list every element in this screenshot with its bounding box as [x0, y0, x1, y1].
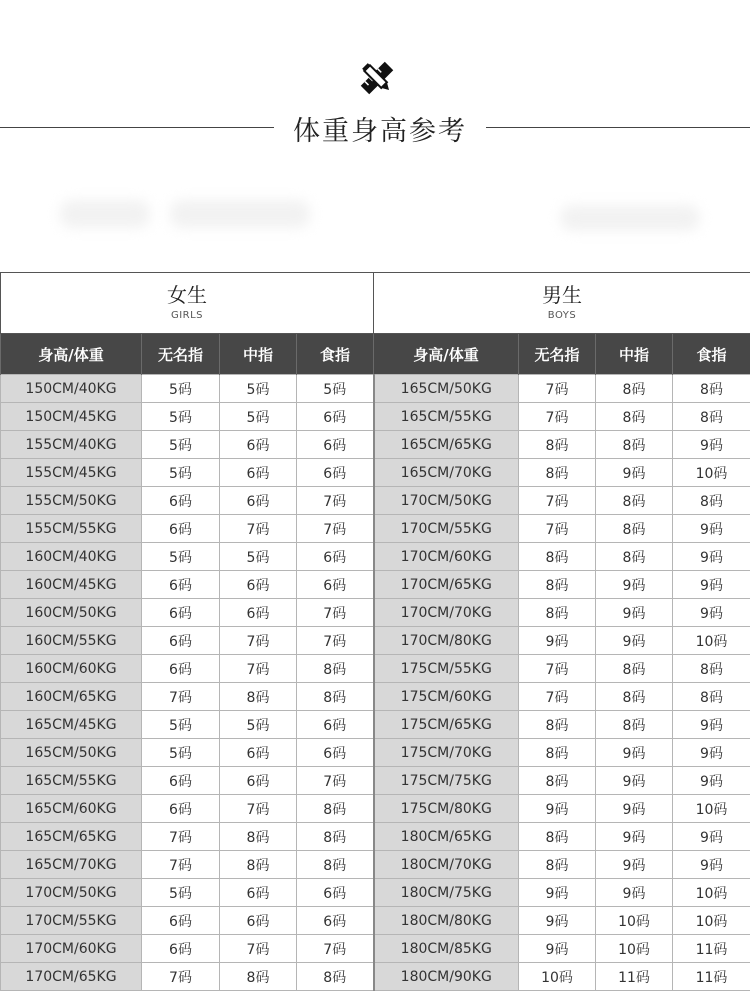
column-header: 食指	[673, 334, 750, 375]
column-header: 无名指	[142, 334, 220, 375]
boys-index-finger-cell: 9码	[673, 599, 750, 627]
boys-height-weight-cell: 175CM/55KG	[374, 655, 519, 683]
girls-index-finger-cell: 7码	[297, 767, 374, 795]
girls-middle-finger-cell: 5码	[220, 375, 297, 403]
boys-middle-finger-cell: 8码	[596, 683, 673, 711]
boys-middle-finger-cell: 9码	[596, 823, 673, 851]
boys-middle-finger-cell: 9码	[596, 739, 673, 767]
girls-ring-finger-cell: 7码	[142, 823, 220, 851]
girls-ring-finger-cell: 6码	[142, 907, 220, 935]
table-row	[1, 515, 750, 543]
boys-index-finger-cell: 10码	[673, 795, 750, 823]
boys-index-finger-cell: 9码	[673, 543, 750, 571]
girls-middle-finger-cell: 7码	[220, 935, 297, 963]
girls-middle-finger-cell: 6码	[220, 907, 297, 935]
table-row	[1, 403, 750, 431]
boys-ring-finger-cell: 8码	[519, 823, 596, 851]
pencil-ruler-icon	[357, 58, 397, 98]
girls-subtitle: GIRLS	[170, 310, 204, 321]
girls-middle-finger-cell: 8码	[220, 683, 297, 711]
girls-height-weight-cell: 160CM/45KG	[1, 571, 142, 599]
boys-ring-finger-cell: 8码	[519, 543, 596, 571]
girls-height-weight-cell: 160CM/65KG	[1, 683, 142, 711]
blurred-banner	[560, 205, 700, 231]
boys-middle-finger-cell: 9码	[596, 627, 673, 655]
girls-index-finger-cell: 7码	[297, 627, 374, 655]
girls-index-finger-cell: 8码	[297, 851, 374, 879]
boys-height-weight-cell: 180CM/85KG	[374, 935, 519, 963]
column-header: 中指	[220, 334, 297, 375]
girls-ring-finger-cell: 6码	[142, 795, 220, 823]
girls-height-weight-cell: 155CM/40KG	[1, 431, 142, 459]
girls-middle-finger-cell: 6码	[220, 599, 297, 627]
girls-index-finger-cell: 6码	[297, 571, 374, 599]
girls-ring-finger-cell: 5码	[142, 375, 220, 403]
girls-index-finger-cell: 5码	[297, 375, 374, 403]
girls-height-weight-cell: 160CM/55KG	[1, 627, 142, 655]
table-row	[1, 459, 750, 487]
table-row	[1, 627, 750, 655]
boys-height-weight-cell: 165CM/70KG	[374, 459, 519, 487]
girls-ring-finger-cell: 6码	[142, 515, 220, 543]
boys-index-finger-cell: 9码	[673, 851, 750, 879]
boys-index-finger-cell: 9码	[673, 515, 750, 543]
boys-index-finger-cell: 9码	[673, 711, 750, 739]
girls-ring-finger-cell: 7码	[142, 851, 220, 879]
boys-ring-finger-cell: 7码	[519, 515, 596, 543]
girls-ring-finger-cell: 5码	[142, 459, 220, 487]
size-table	[0, 272, 750, 991]
boys-height-weight-cell: 180CM/80KG	[374, 907, 519, 935]
boys-height-weight-cell: 180CM/70KG	[374, 851, 519, 879]
boys-ring-finger-cell: 8码	[519, 459, 596, 487]
girls-index-finger-cell: 6码	[297, 543, 374, 571]
girls-height-weight-cell: 150CM/40KG	[1, 375, 142, 403]
girls-middle-finger-cell: 6码	[220, 767, 297, 795]
boys-middle-finger-cell: 9码	[596, 879, 673, 907]
column-header: 中指	[596, 334, 673, 375]
boys-middle-finger-cell: 8码	[596, 375, 673, 403]
boys-height-weight-cell: 170CM/50KG	[374, 487, 519, 515]
girls-height-weight-cell: 170CM/60KG	[1, 935, 142, 963]
girls-index-finger-cell: 8码	[297, 795, 374, 823]
boys-height-weight-cell: 170CM/80KG	[374, 627, 519, 655]
boys-index-finger-cell: 9码	[673, 823, 750, 851]
girls-middle-finger-cell: 6码	[220, 459, 297, 487]
table-row	[1, 907, 750, 935]
boys-middle-finger-cell: 9码	[596, 571, 673, 599]
girls-height-weight-cell: 165CM/60KG	[1, 795, 142, 823]
girls-index-finger-cell: 8码	[297, 683, 374, 711]
girls-middle-finger-cell: 8码	[220, 851, 297, 879]
boys-middle-finger-cell: 9码	[596, 599, 673, 627]
boys-ring-finger-cell: 7码	[519, 375, 596, 403]
girls-height-weight-cell: 155CM/45KG	[1, 459, 142, 487]
girls-index-finger-cell: 6码	[297, 403, 374, 431]
boys-ring-finger-cell: 7码	[519, 683, 596, 711]
boys-title: 男生	[542, 283, 582, 307]
boys-middle-finger-cell: 8码	[596, 403, 673, 431]
boys-middle-finger-cell: 8码	[596, 487, 673, 515]
girls-index-finger-cell: 7码	[297, 599, 374, 627]
boys-height-weight-cell: 165CM/55KG	[374, 403, 519, 431]
table-row	[1, 851, 750, 879]
boys-middle-finger-cell: 9码	[596, 851, 673, 879]
girls-ring-finger-cell: 5码	[142, 879, 220, 907]
girls-ring-finger-cell: 6码	[142, 767, 220, 795]
boys-ring-finger-cell: 8码	[519, 431, 596, 459]
girls-ring-finger-cell: 7码	[142, 683, 220, 711]
boys-index-finger-cell: 11码	[673, 935, 750, 963]
table-row	[1, 823, 750, 851]
boys-height-weight-cell: 170CM/60KG	[374, 543, 519, 571]
girls-middle-finger-cell: 7码	[220, 655, 297, 683]
boys-ring-finger-cell: 7码	[519, 403, 596, 431]
table-row	[1, 879, 750, 907]
girls-middle-finger-cell: 7码	[220, 627, 297, 655]
boys-ring-finger-cell: 9码	[519, 879, 596, 907]
girls-middle-finger-cell: 8码	[220, 963, 297, 991]
boys-height-weight-cell: 175CM/80KG	[374, 795, 519, 823]
blurred-banner	[170, 200, 310, 228]
girls-middle-finger-cell: 6码	[220, 879, 297, 907]
boys-index-finger-cell: 10码	[673, 459, 750, 487]
girls-ring-finger-cell: 6码	[142, 655, 220, 683]
girls-middle-finger-cell: 7码	[220, 795, 297, 823]
girls-middle-finger-cell: 7码	[220, 515, 297, 543]
boys-index-finger-cell: 10码	[673, 907, 750, 935]
girls-height-weight-cell: 160CM/40KG	[1, 543, 142, 571]
table-row	[1, 599, 750, 627]
girls-index-finger-cell: 7码	[297, 487, 374, 515]
girls-index-finger-cell: 7码	[297, 515, 374, 543]
boys-middle-finger-cell: 10码	[596, 935, 673, 963]
table-row	[1, 683, 750, 711]
column-header: 无名指	[519, 334, 596, 375]
girls-ring-finger-cell: 7码	[142, 963, 220, 991]
boys-height-weight-cell: 175CM/65KG	[374, 711, 519, 739]
table-row	[1, 543, 750, 571]
boys-index-finger-cell: 9码	[673, 767, 750, 795]
girls-index-finger-cell: 6码	[297, 739, 374, 767]
boys-index-finger-cell: 8码	[673, 655, 750, 683]
boys-middle-finger-cell: 10码	[596, 907, 673, 935]
boys-ring-finger-cell: 9码	[519, 627, 596, 655]
boys-subtitle: BOYS	[547, 310, 577, 321]
girls-height-weight-cell: 165CM/70KG	[1, 851, 142, 879]
boys-ring-finger-cell: 8码	[519, 739, 596, 767]
boys-header	[374, 273, 750, 334]
boys-middle-finger-cell: 8码	[596, 711, 673, 739]
girls-title: 女生	[167, 283, 207, 307]
boys-middle-finger-cell: 8码	[596, 655, 673, 683]
girls-height-weight-cell: 170CM/50KG	[1, 879, 142, 907]
girls-height-weight-cell: 155CM/55KG	[1, 515, 142, 543]
boys-middle-finger-cell: 9码	[596, 795, 673, 823]
girls-middle-finger-cell: 6码	[220, 571, 297, 599]
girls-ring-finger-cell: 6码	[142, 627, 220, 655]
table-row	[1, 571, 750, 599]
boys-ring-finger-cell: 8码	[519, 571, 596, 599]
page-title: 体重身高参考	[293, 116, 467, 147]
table-row	[1, 739, 750, 767]
girls-height-weight-cell: 170CM/65KG	[1, 963, 142, 991]
boys-index-finger-cell: 11码	[673, 963, 750, 991]
girls-index-finger-cell: 6码	[297, 431, 374, 459]
girls-index-finger-cell: 8码	[297, 823, 374, 851]
boys-height-weight-cell: 165CM/50KG	[374, 375, 519, 403]
boys-height-weight-cell: 170CM/55KG	[374, 515, 519, 543]
boys-ring-finger-cell: 9码	[519, 907, 596, 935]
girls-height-weight-cell: 165CM/50KG	[1, 739, 142, 767]
table-row	[1, 375, 750, 403]
girls-header	[1, 273, 374, 334]
boys-ring-finger-cell: 9码	[519, 795, 596, 823]
girls-ring-finger-cell: 5码	[142, 543, 220, 571]
girls-index-finger-cell: 8码	[297, 655, 374, 683]
boys-index-finger-cell: 10码	[673, 627, 750, 655]
boys-middle-finger-cell: 9码	[596, 459, 673, 487]
boys-middle-finger-cell: 11码	[596, 963, 673, 991]
girls-height-weight-cell: 170CM/55KG	[1, 907, 142, 935]
girls-index-finger-cell: 6码	[297, 907, 374, 935]
column-header: 身高/体重	[374, 334, 519, 375]
boys-index-finger-cell: 8码	[673, 375, 750, 403]
girls-height-weight-cell: 155CM/50KG	[1, 487, 142, 515]
girls-height-weight-cell: 150CM/45KG	[1, 403, 142, 431]
boys-height-weight-cell: 180CM/75KG	[374, 879, 519, 907]
boys-ring-finger-cell: 8码	[519, 767, 596, 795]
table-row	[1, 935, 750, 963]
boys-height-weight-cell: 175CM/70KG	[374, 739, 519, 767]
boys-height-weight-cell: 170CM/70KG	[374, 599, 519, 627]
column-header: 身高/体重	[1, 334, 142, 375]
boys-index-finger-cell: 8码	[673, 403, 750, 431]
girls-middle-finger-cell: 5码	[220, 403, 297, 431]
girls-middle-finger-cell: 5码	[220, 543, 297, 571]
blurred-banner	[60, 200, 150, 228]
title-divider-right	[486, 127, 750, 128]
girls-index-finger-cell: 7码	[297, 935, 374, 963]
girls-height-weight-cell: 160CM/60KG	[1, 655, 142, 683]
boys-middle-finger-cell: 8码	[596, 431, 673, 459]
table-row	[1, 711, 750, 739]
boys-middle-finger-cell: 9码	[596, 767, 673, 795]
girls-ring-finger-cell: 5码	[142, 403, 220, 431]
boys-index-finger-cell: 8码	[673, 487, 750, 515]
boys-middle-finger-cell: 8码	[596, 543, 673, 571]
boys-index-finger-cell: 8码	[673, 683, 750, 711]
girls-index-finger-cell: 6码	[297, 459, 374, 487]
girls-ring-finger-cell: 5码	[142, 739, 220, 767]
boys-ring-finger-cell: 8码	[519, 599, 596, 627]
table-row	[1, 655, 750, 683]
girls-middle-finger-cell: 6码	[220, 739, 297, 767]
boys-height-weight-cell: 180CM/65KG	[374, 823, 519, 851]
girls-ring-finger-cell: 6码	[142, 599, 220, 627]
boys-ring-finger-cell: 8码	[519, 711, 596, 739]
girls-height-weight-cell: 165CM/45KG	[1, 711, 142, 739]
boys-ring-finger-cell: 8码	[519, 851, 596, 879]
table-row	[1, 795, 750, 823]
girls-height-weight-cell: 165CM/65KG	[1, 823, 142, 851]
boys-height-weight-cell: 175CM/60KG	[374, 683, 519, 711]
column-header: 食指	[297, 334, 374, 375]
girls-ring-finger-cell: 5码	[142, 431, 220, 459]
girls-index-finger-cell: 6码	[297, 711, 374, 739]
girls-ring-finger-cell: 5码	[142, 711, 220, 739]
size-table-body	[1, 375, 750, 991]
table-row	[1, 767, 750, 795]
boys-index-finger-cell: 9码	[673, 571, 750, 599]
girls-height-weight-cell: 160CM/50KG	[1, 599, 142, 627]
boys-ring-finger-cell: 7码	[519, 487, 596, 515]
table-row	[1, 963, 750, 991]
boys-ring-finger-cell: 7码	[519, 655, 596, 683]
girls-index-finger-cell: 6码	[297, 879, 374, 907]
table-row	[1, 487, 750, 515]
girls-height-weight-cell: 165CM/55KG	[1, 767, 142, 795]
table-row	[1, 431, 750, 459]
girls-middle-finger-cell: 8码	[220, 823, 297, 851]
boys-height-weight-cell: 170CM/65KG	[374, 571, 519, 599]
title-divider-left	[0, 127, 274, 128]
boys-index-finger-cell: 9码	[673, 739, 750, 767]
boys-ring-finger-cell: 9码	[519, 935, 596, 963]
girls-middle-finger-cell: 6码	[220, 431, 297, 459]
boys-middle-finger-cell: 8码	[596, 515, 673, 543]
boys-ring-finger-cell: 10码	[519, 963, 596, 991]
boys-index-finger-cell: 9码	[673, 431, 750, 459]
girls-ring-finger-cell: 6码	[142, 487, 220, 515]
boys-index-finger-cell: 10码	[673, 879, 750, 907]
boys-height-weight-cell: 180CM/90KG	[374, 963, 519, 991]
girls-middle-finger-cell: 6码	[220, 487, 297, 515]
girls-ring-finger-cell: 6码	[142, 935, 220, 963]
boys-height-weight-cell: 175CM/75KG	[374, 767, 519, 795]
boys-height-weight-cell: 165CM/65KG	[374, 431, 519, 459]
girls-ring-finger-cell: 6码	[142, 571, 220, 599]
girls-middle-finger-cell: 5码	[220, 711, 297, 739]
girls-index-finger-cell: 8码	[297, 963, 374, 991]
